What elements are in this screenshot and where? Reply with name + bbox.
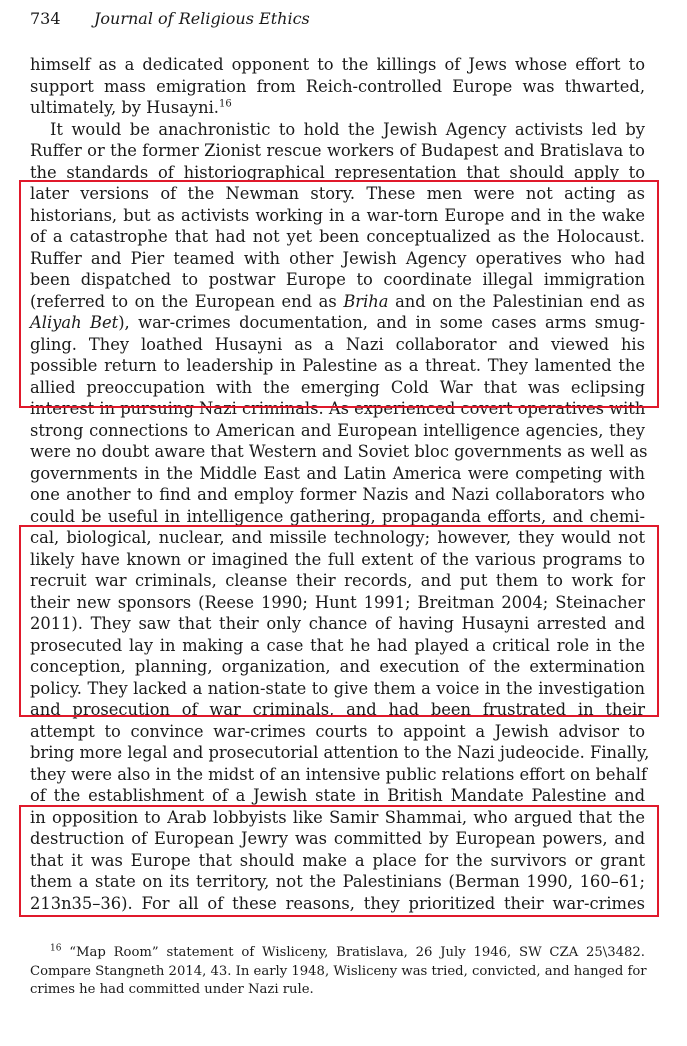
text-line: governments in the Middle East and Latin America were competing with: [30, 463, 645, 483]
text-line: himself as a dedicated opponent to the killings of Jews whose effort to: [30, 55, 645, 74]
text-line: conception, planning, organization, and execution of the extermination: [30, 657, 645, 676]
text-line: interest in pursuing Nazi criminals. As experienced covert operatives with: [30, 399, 646, 418]
body-text: [30, 54, 650, 914]
footnote-number: 16: [50, 943, 62, 954]
text-line: of a catastrophe that had not yet been conceptualized as the Holocaust.: [30, 227, 645, 246]
text-line: Ruffer or the former Zionist rescue workers of Budapest and Bratislava to: [30, 141, 645, 160]
text-line: ultimately, by Husayni.$^{16}$: [30, 98, 232, 117]
journal-title: Journal of Religious Ethics: [94, 9, 310, 28]
text-line: cal, biological, nuclear, and missile technology; however, they would not: [30, 528, 645, 547]
text-line: one another to find and employ former Nazis and Nazi collaborators who: [30, 485, 645, 504]
text-line: Aliyah Bet), war-crimes documentation, and in some cases arms smug-: [30, 313, 645, 332]
text-line: recruit war criminals, cleanse their records, and put them to work for: [30, 571, 645, 590]
text-line: them a state on its territory, not the Palestinians (Berman 1990, 160–61;: [30, 872, 645, 891]
text-line: support mass emigration from Reich-controlled Europe was thwarted,: [30, 76, 645, 96]
text-line: possible return to leadership in Palestine as a threat. They lamented the: [30, 356, 645, 375]
text-line: allied preoccupation with the emerging Cold War that was eclipsing: [30, 377, 645, 397]
text-line: of the establishment of a Jewish state in British Mandate Palestine and: [30, 786, 645, 805]
text-line: gling. They loathed Husayni as a Nazi collaborator and viewed his: [30, 334, 645, 354]
text-line: Ruffer and Pier teamed with other Jewish Agency operatives who had: [30, 248, 645, 268]
text-line: later versions of the Newman story. These men were not acting as: [30, 184, 645, 203]
footnote-reference[interactable]: 16: [218, 98, 232, 110]
text-line: the standards of historiographical representation that should apply to: [30, 162, 645, 182]
text-line: their new sponsors (Reese 1990; Hunt 1991; Breitman 2004; Steinacher: [30, 592, 645, 612]
text-line: bring more legal and prosecutorial attention to the Nazi judeocide. Finally,: [30, 743, 650, 762]
text-line: 2011). They saw that their only chance of having Husayni arrested and: [30, 614, 645, 633]
text-line: It would be anachronistic to hold the Jewish Agency activists led by: [50, 119, 645, 139]
text-line: could be useful in intelligence gathering, propaganda efforts, and chemi-: [30, 506, 645, 526]
text-line: likely have known or imagined the full extent of the various programs to: [30, 549, 645, 569]
text-line: they were also in the midst of an intensive public relations effort on behalf: [30, 764, 647, 784]
text-line: destruction of European Jewry was committed by European powers, and: [30, 829, 645, 848]
text-line: attempt to convince war-crimes courts to appoint a Jewish advisor to: [30, 721, 645, 741]
text-line: were no doubt aware that Western and Soviet bloc governments as well as: [30, 442, 648, 461]
text-line: 213n35–36). For all of these reasons, they prioritized their war-crimes: [30, 893, 645, 913]
footnote: [30, 944, 645, 1000]
text-line: historians, but as activists working in a war-torn Europe and in the wake: [30, 205, 645, 225]
footnote-line: Compare Stangneth 2014, 43. In early 1948, Wisliceny was tried, convicted, and hanged for: [30, 963, 647, 979]
text-line: strong connections to American and European intelligence agencies, they: [30, 420, 645, 440]
text-line: been dispatched to postwar Europe to coordinate illegal immigration: [30, 270, 645, 289]
text-line: prosecuted lay in making a case that he had played a critical role in the: [30, 635, 645, 655]
text-line: policy. They lacked a nation-state to give them a voice in the investigation: [30, 678, 645, 698]
text-line: in opposition to Arab lobbyists like Samir Shammai, who argued that the: [30, 807, 645, 827]
footnote-line: crimes he had committed under Nazi rule.: [30, 982, 314, 997]
text-line: that it was Europe that should make a place for the survivors or grant: [30, 850, 645, 870]
footnote-line: $^{16}$ “Map Room” statement of Wisliceny, Bratislava, 26 July 1946, SW CZA 25\3482.: [50, 943, 645, 960]
italic-term-aliyah-bet: Aliyah Bet: [30, 313, 119, 332]
italic-term-briha: Briha: [343, 291, 389, 311]
page-number: 734: [30, 9, 61, 28]
text-line: and prosecution of war criminals, and had been frustrated in their: [30, 700, 645, 719]
text-line: (referred to on the European end as Briha and on the Palestinian end as: [30, 291, 645, 311]
